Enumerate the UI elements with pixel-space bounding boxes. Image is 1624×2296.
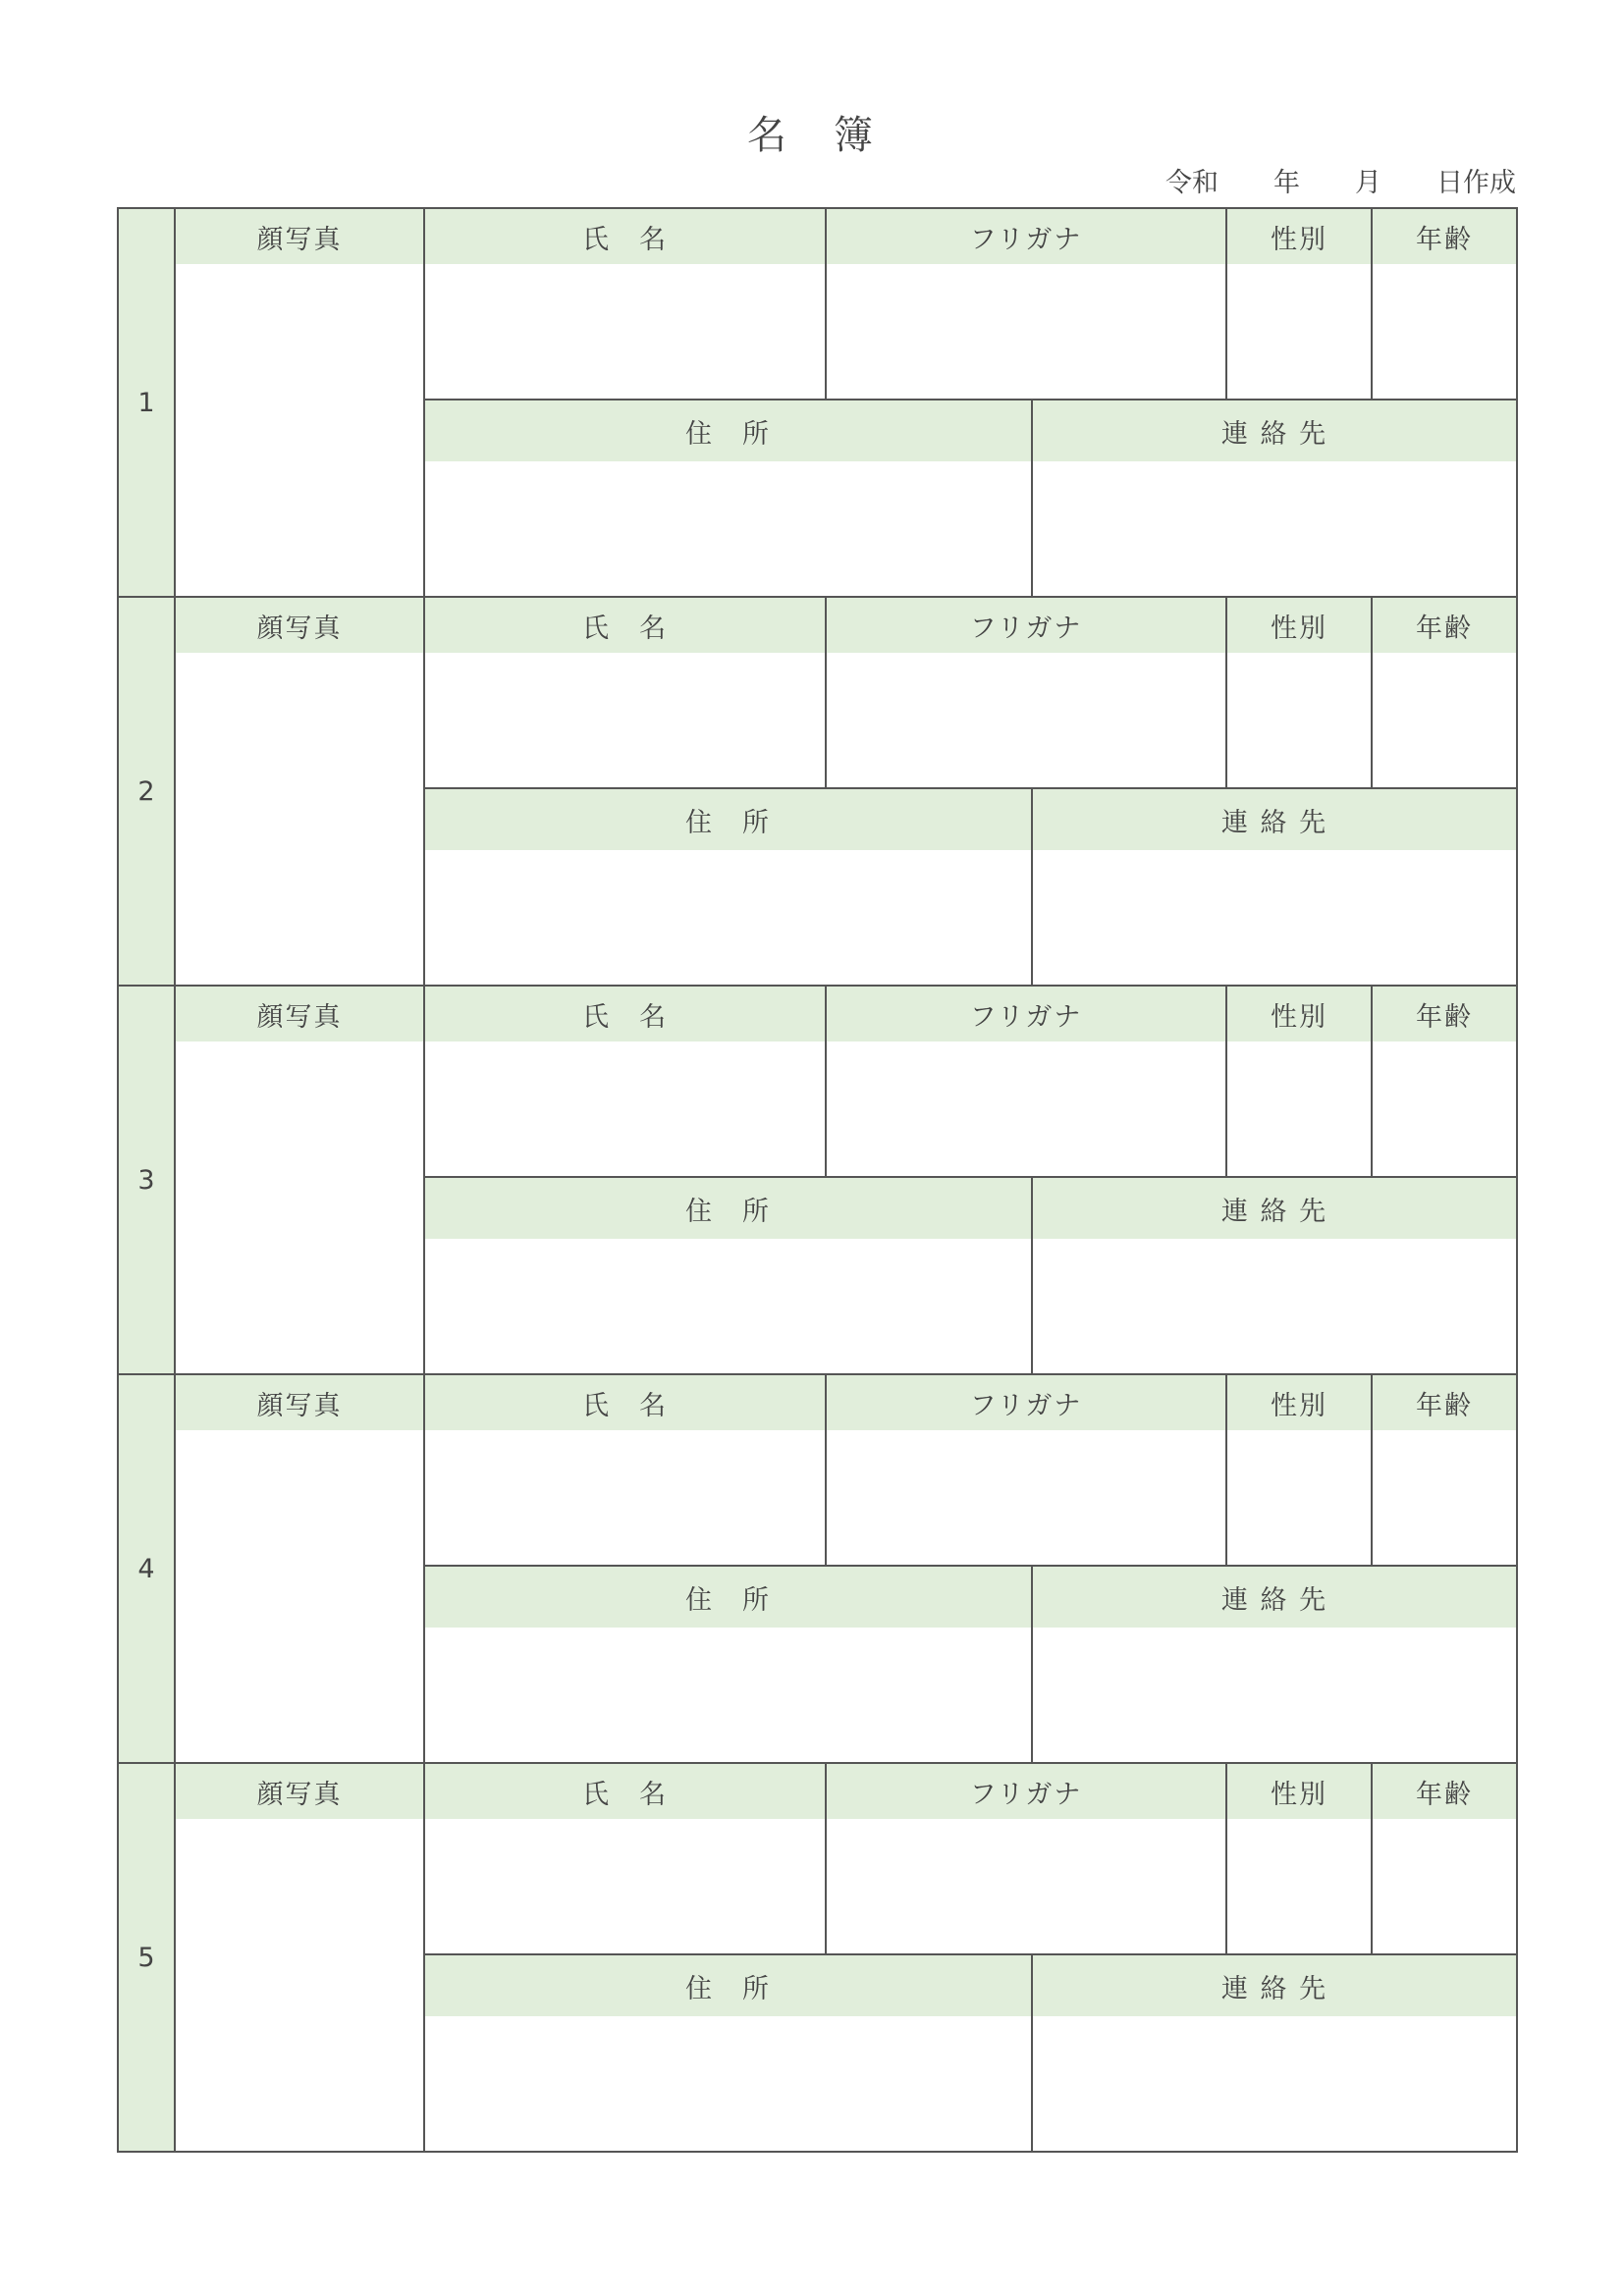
entry-number: 3	[119, 987, 176, 1373]
entry-number: 4	[119, 1375, 176, 1762]
name-cell[interactable]	[425, 209, 827, 399]
address-cell[interactable]	[425, 400, 1033, 598]
contact-cell[interactable]	[1033, 1178, 1516, 1375]
furigana-cell[interactable]	[827, 987, 1227, 1176]
roster-entry	[119, 987, 1516, 1375]
sex-cell[interactable]	[1227, 209, 1373, 399]
furigana-cell[interactable]	[827, 209, 1227, 399]
photo-cell[interactable]	[176, 598, 425, 985]
name-header: 氏 名	[425, 209, 825, 264]
address-header: 住 所	[425, 400, 1031, 461]
name-header: 氏 名	[425, 598, 825, 653]
address-cell[interactable]	[425, 1567, 1033, 1764]
furigana-cell[interactable]	[827, 1764, 1227, 1953]
roster-entry	[119, 598, 1516, 987]
photo-cell[interactable]	[176, 1764, 425, 2151]
age-cell[interactable]	[1373, 987, 1516, 1176]
date-era: 令和	[1165, 167, 1218, 198]
contact-cell[interactable]	[1033, 789, 1516, 987]
age-cell[interactable]	[1373, 1764, 1516, 1953]
age-header: 年齢	[1373, 987, 1516, 1041]
contact-header: 連 絡 先	[1033, 1178, 1516, 1239]
contact-header: 連 絡 先	[1033, 400, 1516, 461]
age-cell[interactable]	[1373, 209, 1516, 399]
name-header: 氏 名	[425, 987, 825, 1041]
date-year-label: 年	[1273, 167, 1300, 198]
entry-number: 2	[119, 598, 176, 985]
age-header: 年齢	[1373, 1375, 1516, 1430]
address-cell[interactable]	[425, 789, 1033, 987]
furigana-header: フリガナ	[827, 1764, 1225, 1819]
name-cell[interactable]	[425, 1375, 827, 1565]
age-cell[interactable]	[1373, 598, 1516, 787]
furigana-header: フリガナ	[827, 1375, 1225, 1430]
name-cell[interactable]	[425, 1764, 827, 1953]
age-cell[interactable]	[1373, 1375, 1516, 1565]
photo-header: 顔写真	[176, 1375, 423, 1430]
address-header: 住 所	[425, 1567, 1031, 1628]
sex-header: 性別	[1227, 1764, 1371, 1819]
address-header: 住 所	[425, 789, 1031, 850]
furigana-header: フリガナ	[827, 209, 1225, 264]
sex-cell[interactable]	[1227, 598, 1373, 787]
name-header: 氏 名	[425, 1764, 825, 1819]
creation-date-line	[1165, 160, 1516, 199]
date-day-label: 日作成	[1436, 167, 1516, 198]
furigana-header: フリガナ	[827, 598, 1225, 653]
sex-header: 性別	[1227, 209, 1371, 264]
furigana-cell[interactable]	[827, 1375, 1227, 1565]
age-header: 年齢	[1373, 1764, 1516, 1819]
roster-entry	[119, 209, 1516, 598]
address-header: 住 所	[425, 1178, 1031, 1239]
photo-cell[interactable]	[176, 209, 425, 596]
name-cell[interactable]	[425, 987, 827, 1176]
sex-cell[interactable]	[1227, 1375, 1373, 1565]
roster-entry	[119, 1764, 1516, 2151]
sex-header: 性別	[1227, 987, 1371, 1041]
address-cell[interactable]	[425, 1955, 1033, 2151]
sex-header: 性別	[1227, 598, 1371, 653]
photo-header: 顔写真	[176, 209, 423, 264]
photo-header: 顔写真	[176, 598, 423, 653]
sex-cell[interactable]	[1227, 1764, 1373, 1953]
photo-cell[interactable]	[176, 1375, 425, 1762]
roster-entry	[119, 1375, 1516, 1764]
contact-header: 連 絡 先	[1033, 1567, 1516, 1628]
sex-cell[interactable]	[1227, 987, 1373, 1176]
roster-table	[117, 207, 1518, 2153]
entry-number: 1	[119, 209, 176, 596]
entry-number: 5	[119, 1764, 176, 2151]
contact-header: 連 絡 先	[1033, 1955, 1516, 2016]
photo-header: 顔写真	[176, 987, 423, 1041]
photo-cell[interactable]	[176, 987, 425, 1373]
age-header: 年齢	[1373, 598, 1516, 653]
sex-header: 性別	[1227, 1375, 1371, 1430]
page-title: 名 簿	[747, 113, 877, 158]
address-header: 住 所	[425, 1955, 1031, 2016]
date-month-label: 月	[1355, 167, 1381, 198]
furigana-cell[interactable]	[827, 598, 1227, 787]
name-header: 氏 名	[425, 1375, 825, 1430]
photo-header: 顔写真	[176, 1764, 423, 1819]
address-cell[interactable]	[425, 1178, 1033, 1375]
contact-cell[interactable]	[1033, 1955, 1516, 2151]
contact-header: 連 絡 先	[1033, 789, 1516, 850]
age-header: 年齢	[1373, 209, 1516, 264]
name-cell[interactable]	[425, 598, 827, 787]
contact-cell[interactable]	[1033, 400, 1516, 598]
furigana-header: フリガナ	[827, 987, 1225, 1041]
contact-cell[interactable]	[1033, 1567, 1516, 1764]
